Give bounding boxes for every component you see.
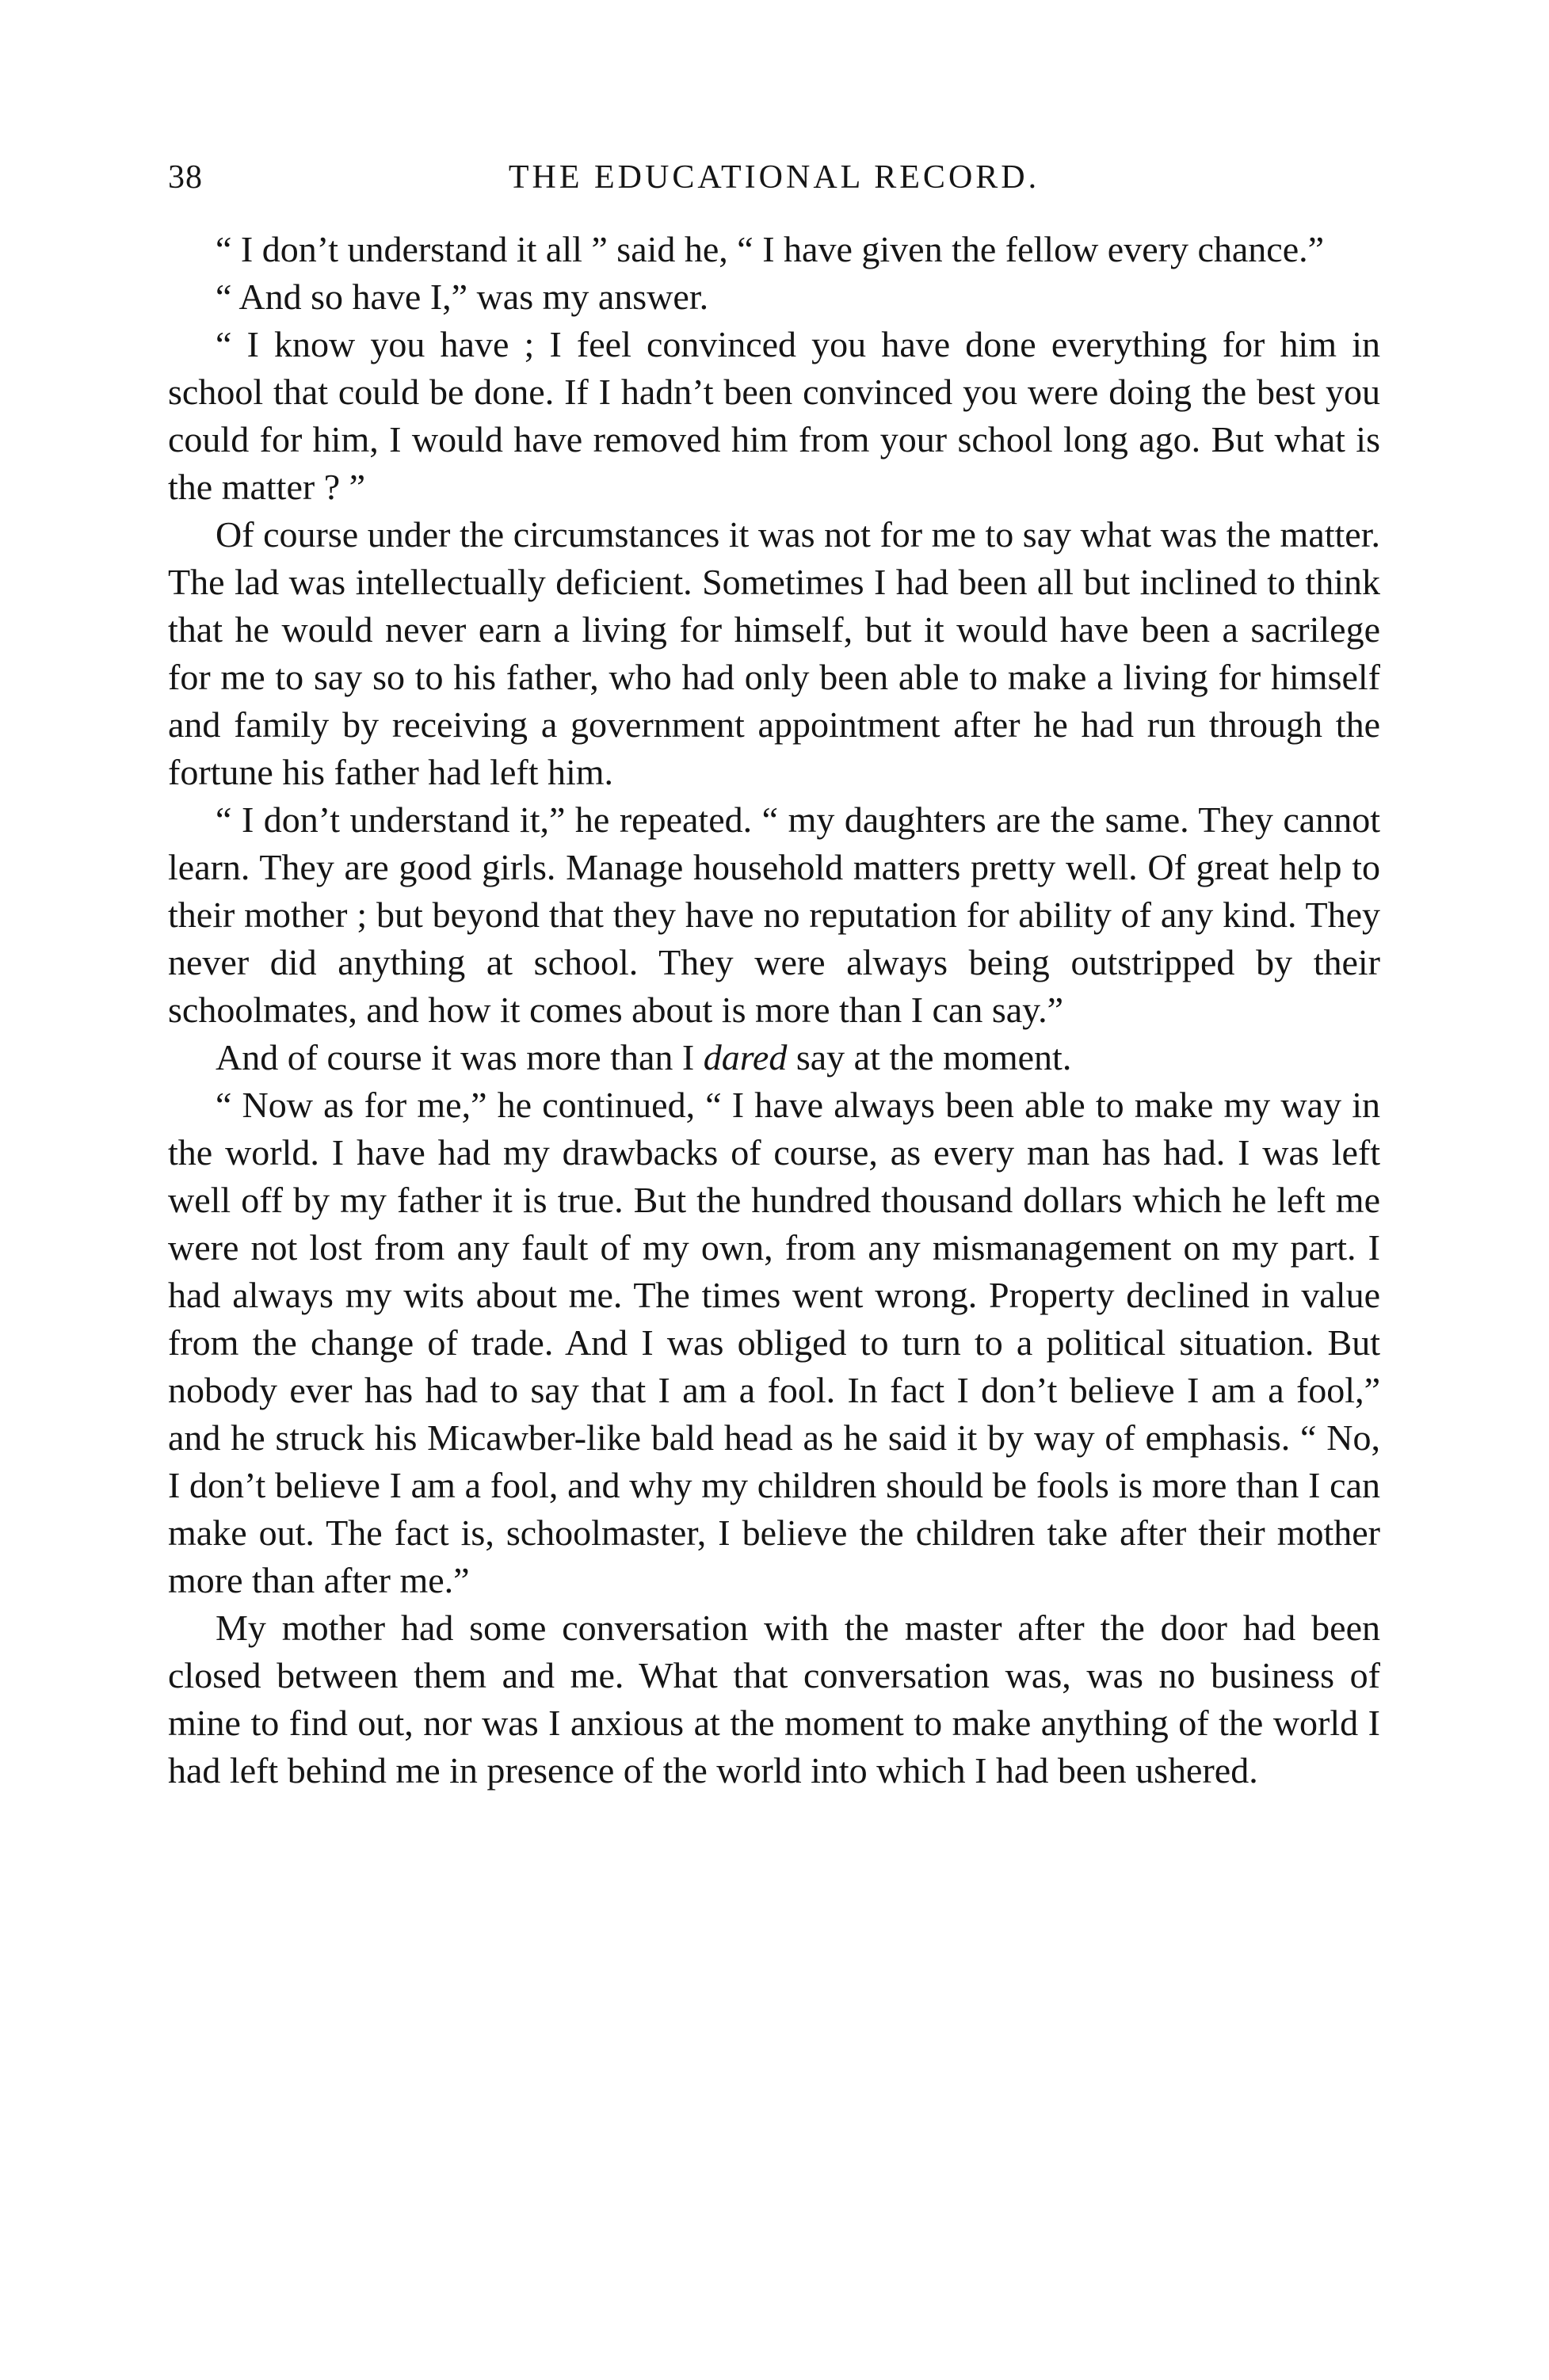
paragraph: “ And so have I,” was my answer. [216,277,709,317]
paragraph: Of course under the circumstances it was not for me to say what was the matter. The lad was intellectually deficient. Sometimes I had been all but inclined to think that he would never earn a living for himself, but it would have been a sacrilege for me to say so to his father, who had only been able to make a living for himself and family by receiving a government appointment after he had run through the fortune his father had left him. [168,514,1380,792]
paragraph: “ I don’t understand it all ” said he, “ I have given the fellow every chance.” [216,229,1325,269]
paragraph: “ I don’t understand it,” he repeated. “ my daughters are the same. They cannot learn. They are good girls. Manage household matters pretty well. Of great help to their mother ; but beyond that they have no reputation for ability of any kind. They never did anything at school. They were always being outstripped by their schoolmates, and how it comes about is more than I can say.” [168,799,1380,1030]
paragraph-text-before: And of course it was more than I [216,1037,704,1077]
paragraph: “ I know you have ; I feel convinced you have done everything for him in school that could be done. If I hadn’t been convinced you were doing the best you could for him, I would have removed him from your school long ago. But what is the matter ? ” [168,324,1380,507]
journal-title: THE EDUCATIONAL RECORD. [508,159,1040,196]
body-text [168,226,1380,1795]
italic-word: dared [703,1037,788,1077]
paragraph: “ Now as for me,” he continued, “ I have always been able to make my way in the world. I have had my drawbacks of course, as every man has had. I was left well off by my father it is true. But the hundred thousand dollars which he left me were not lost from any fault of my own, from any mismanagement on my part. I had always my wits about me. The times went wrong. Property declined in value from the change of trade. And I was obliged to turn to a political situation. But nobody ever has had to say that I am a fool. In fact I don’t believe I am a fool,” and he struck his Micawber-like bald head as he said it by way of emphasis. “ No, I don’t believe I am a fool, and why my children should be fools is more than I can make out. The fact is, schoolmaster, I believe the children take after their mother more than after me.” [168,1085,1380,1600]
paragraph-text-after: say at the moment. [787,1037,1072,1077]
running-head [168,158,1380,206]
page-number: 38 [168,159,203,196]
paragraph: My mother had some conversation with the master after the door had been closed between them and me. What that conversation was, was no business of mine to find out, nor was I anxious at the moment to make anything of the world I had left behind me in presence of the world into which I had been ushered. [168,1608,1380,1791]
paragraph [168,1034,1380,1081]
